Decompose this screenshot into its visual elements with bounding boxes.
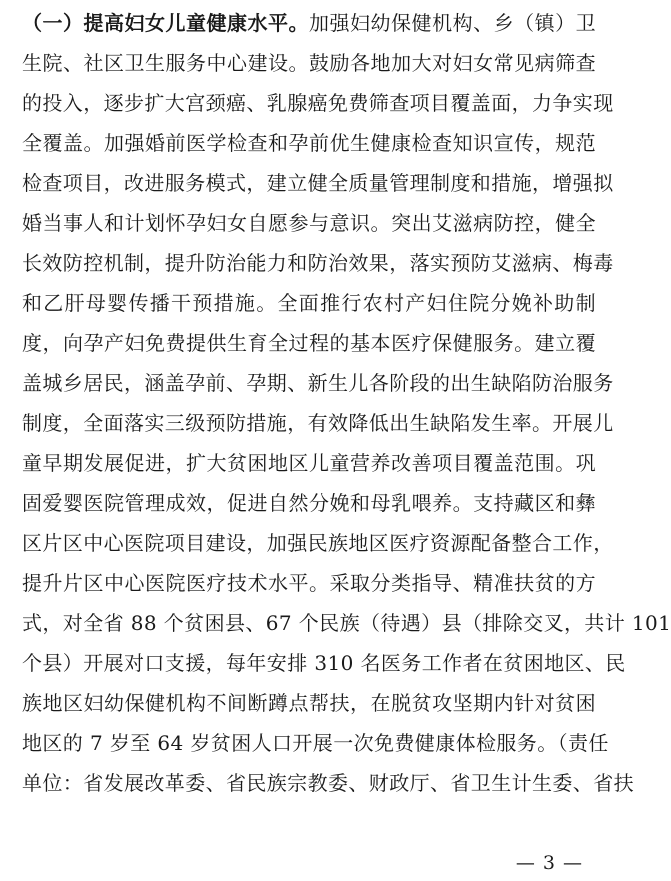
section-heading: （一）提高妇女儿童健康水平。 bbox=[22, 11, 310, 35]
text-line bbox=[22, 9, 596, 49]
text-line: 检查项目，改进服务模式，建立健全质量管理制度和措施，增强拟 bbox=[22, 171, 614, 195]
text-line: 提升片区中心医院医疗技术水平。采取分类指导、精准扶贫的方 bbox=[22, 571, 596, 595]
text-line: 生院、社区卫生服务中心建设。鼓励各地加大对妇女常见病筛查 bbox=[22, 51, 596, 75]
text-line: 度，向孕产妇免费提供生育全过程的基本医疗保健服务。建立覆 bbox=[22, 331, 596, 355]
text-line: 盖城乡居民，涵盖孕前、孕期、新生儿各阶段的出生缺陷防治服务 bbox=[22, 371, 614, 395]
body-text bbox=[22, 9, 671, 809]
text-line: 单位：省发展改革委、省民族宗教委、财政厅、省卫生计生委、省扶 bbox=[22, 771, 634, 795]
text-line: 童早期发展促进，扩大贫困地区儿童营养改善项目覆盖范围。巩 bbox=[22, 451, 596, 475]
text-line: 全覆盖。加强婚前医学检查和孕前优生健康检查知识宣传，规范 bbox=[22, 131, 596, 155]
text-line: 制度，全面落实三级预防措施，有效降低出生缺陷发生率。开展儿 bbox=[22, 411, 614, 435]
text-line: 地区的 7 岁至 64 岁贫困人口开展一次免费健康体检服务。（责任 bbox=[22, 731, 609, 755]
page-number: — 3 — bbox=[515, 852, 583, 874]
text-line: 和乙肝母婴传播干预措施。全面推行农村产妇住院分娩补助制 bbox=[22, 291, 596, 315]
text-line: 族地区妇幼保健机构不间断蹲点帮扶，在脱贫攻坚期内针对贫困 bbox=[22, 691, 596, 715]
text-line: 婚当事人和计划怀孕妇女自愿参与意识。突出艾滋病防控，健全 bbox=[22, 211, 596, 235]
text-line: 的投入，逐步扩大宫颈癌、乳腺癌免费筛查项目覆盖面，力争实现 bbox=[22, 91, 614, 115]
text-line: 个县）开展对口支援，每年安排 310 名医务工作者在贫困地区、民 bbox=[22, 651, 626, 675]
text-line: 长效防控机制，提升防治能力和防治效果，落实预防艾滋病、梅毒 bbox=[22, 251, 614, 275]
text-line: 式，对全省 88 个贫困县、67 个民族（待遇）县（排除交叉，共计 101 bbox=[22, 611, 671, 635]
text-line: 固爱婴医院管理成效，促进自然分娩和母乳喂养。支持藏区和彝 bbox=[22, 491, 596, 515]
line-text: 加强妇幼保健机构、乡（镇）卫 bbox=[309, 11, 596, 35]
text-line: 区片区中心医院项目建设，加强民族地区医疗资源配备整合工作， bbox=[22, 531, 614, 555]
